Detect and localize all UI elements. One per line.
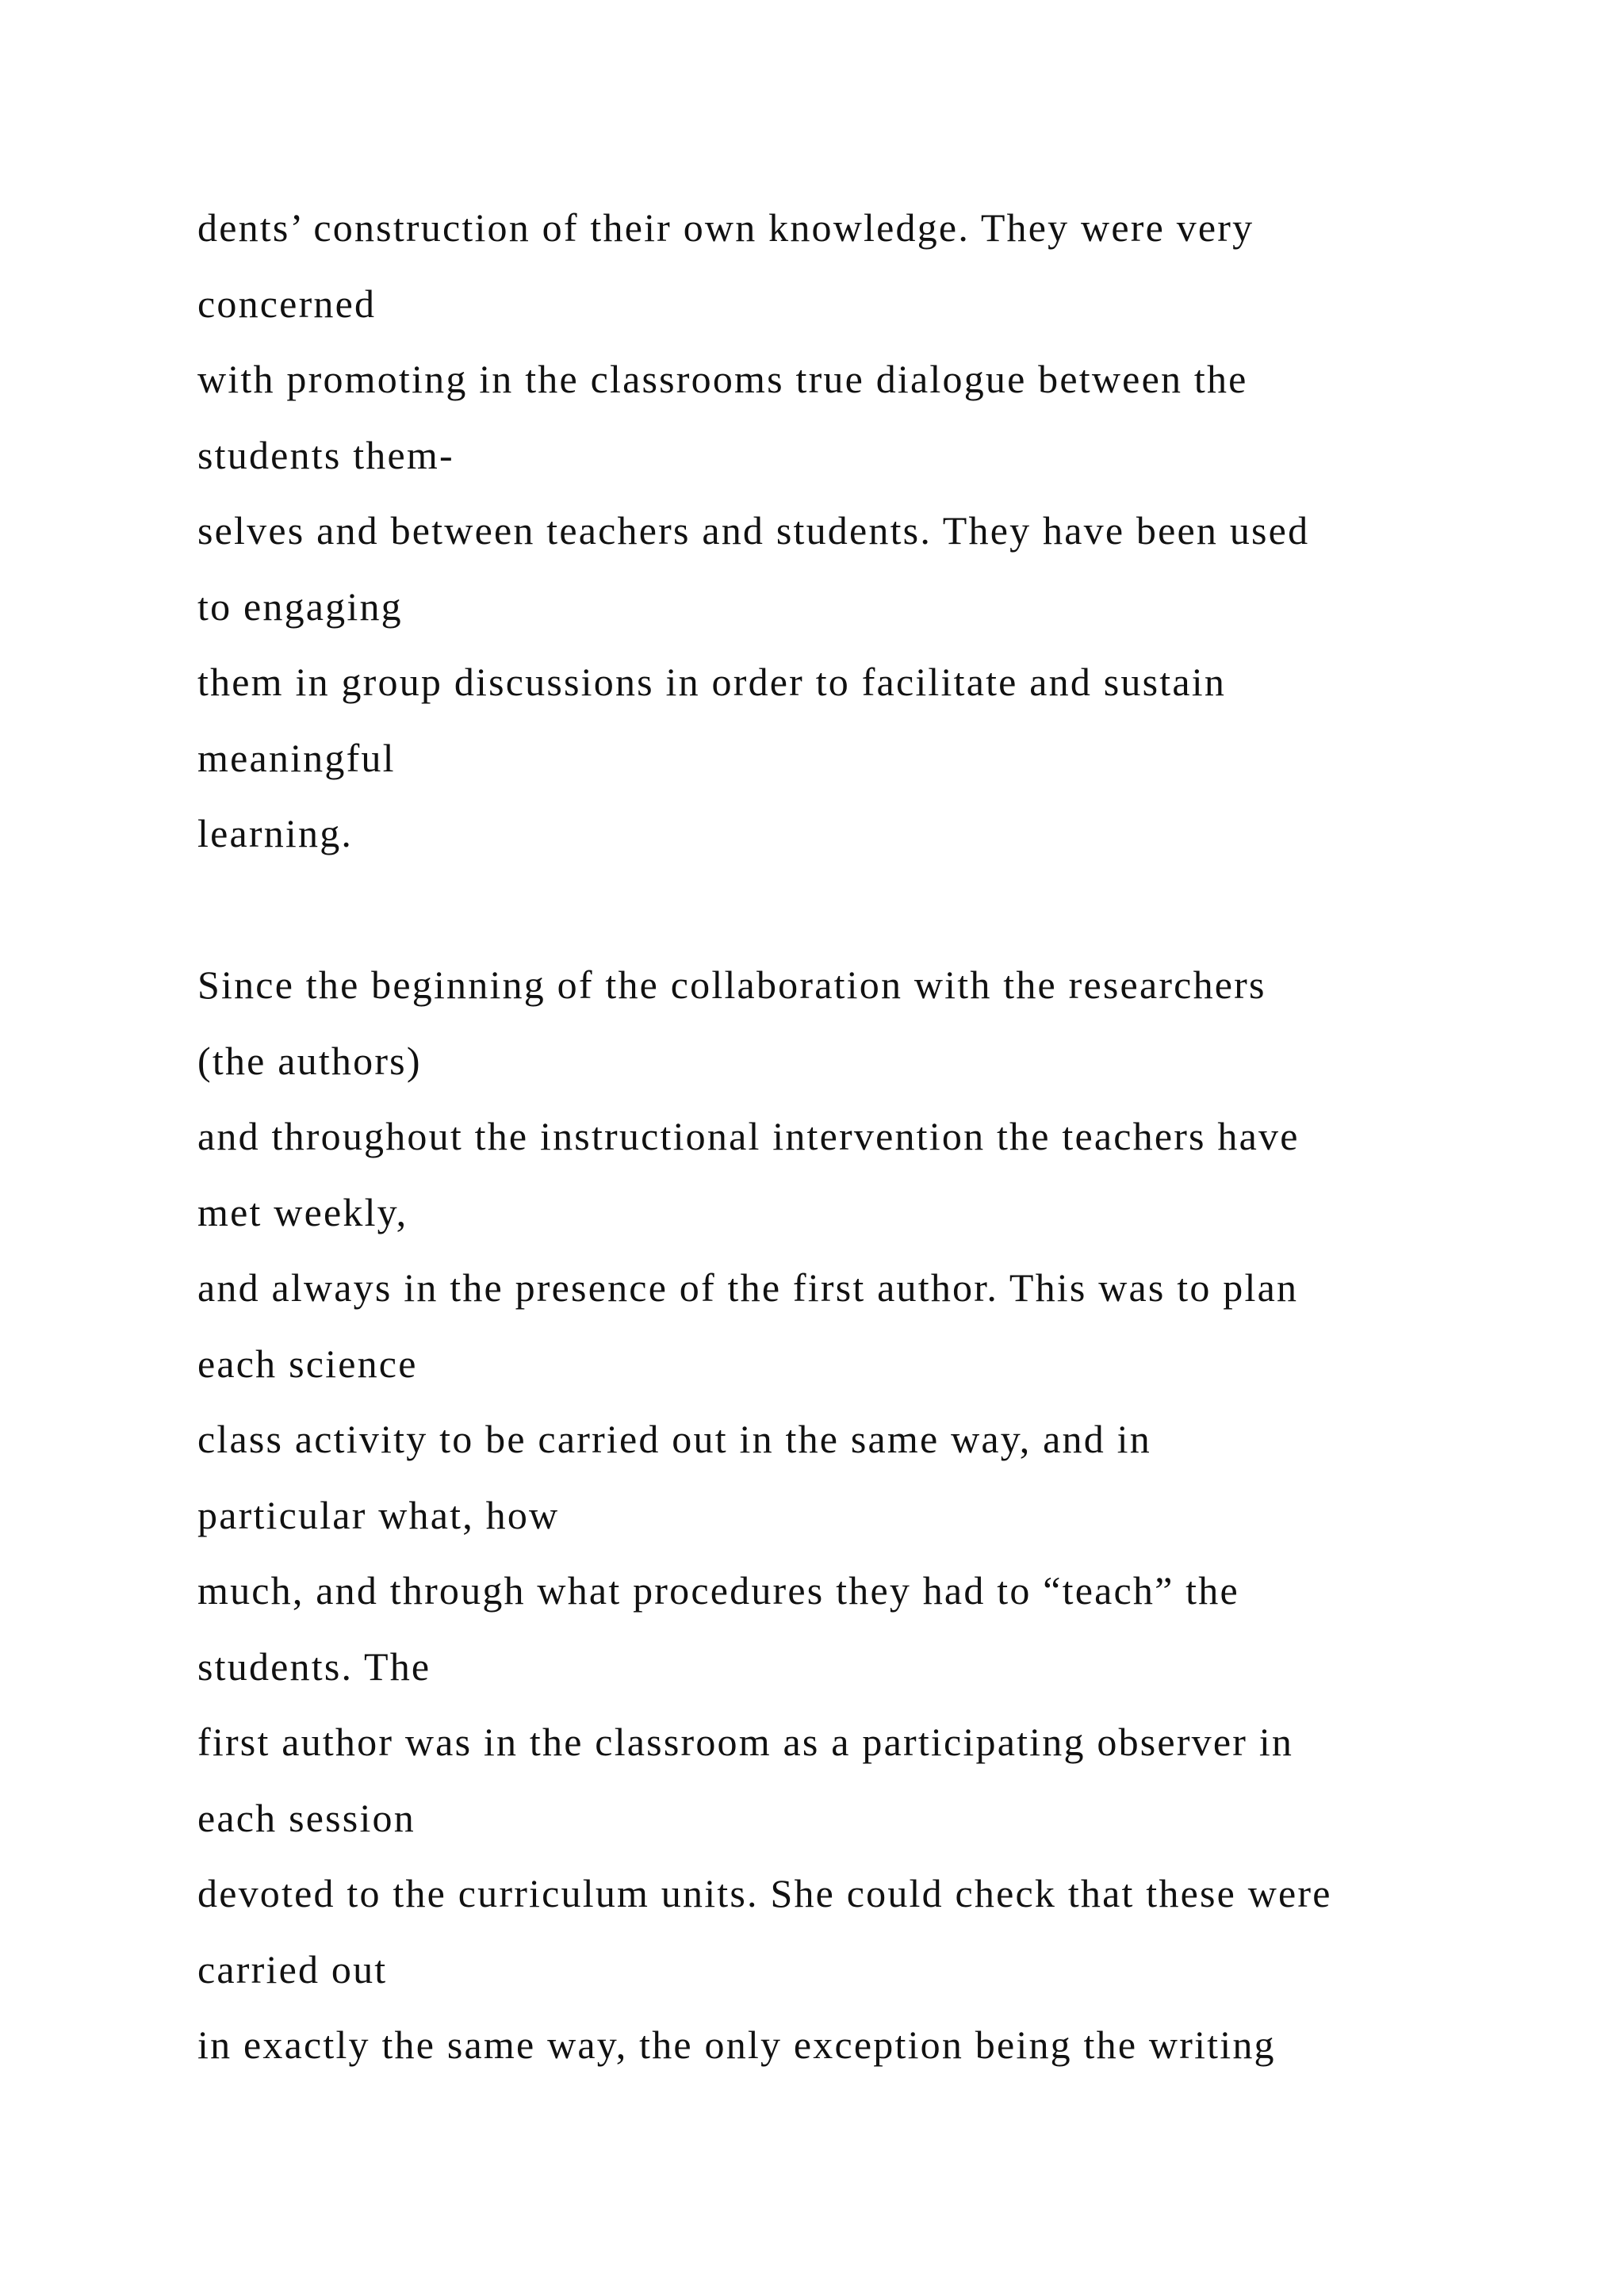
- text-line: first author was in the classroom as a participating observer in: [197, 1720, 1294, 1764]
- text-line: selves and between teachers and students. They have been used: [197, 508, 1310, 553]
- text-line: students. The: [197, 1644, 431, 1689]
- text-line: each session: [197, 1795, 416, 1840]
- text-line: met weekly,: [197, 1189, 408, 1234]
- paragraph-1: [197, 190, 1609, 872]
- paragraph-gap: [197, 872, 1609, 948]
- text-line: Since the beginning of the collaboration with the researchers: [197, 962, 1266, 1007]
- text-line: concerned: [197, 281, 377, 326]
- text-line: learning.: [197, 811, 354, 855]
- text-line: and always in the presence of the first author. This was to plan: [197, 1265, 1299, 1310]
- text-line: meaningful: [197, 735, 396, 780]
- paragraph-2: [197, 947, 1609, 2084]
- text-line: to engaging: [197, 584, 403, 629]
- text-line: students them-: [197, 432, 454, 477]
- body-text: [197, 190, 1609, 2084]
- text-line: devoted to the curriculum units. She could check that these were: [197, 1871, 1332, 1915]
- text-line: much, and through what procedures they had to “teach” the: [197, 1568, 1239, 1613]
- text-line: them in group discussions in order to facilitate and sustain: [197, 660, 1227, 704]
- text-line: carried out: [197, 1946, 388, 1992]
- text-line: dents’ construction of their own knowledge. They were very: [197, 205, 1254, 250]
- text-line: (the authors): [197, 1038, 422, 1083]
- text-line: particular what, how: [197, 1492, 560, 1537]
- text-line: in exactly the same way, the only exception being the writing: [197, 2022, 1276, 2067]
- text-line: with promoting in the classrooms true dialogue between the: [197, 357, 1248, 401]
- text-line: class activity to be carried out in the same way, and in: [197, 1417, 1151, 1461]
- text-line: and throughout the instructional intervention the teachers have: [197, 1114, 1300, 1158]
- text-line: each science: [197, 1341, 418, 1386]
